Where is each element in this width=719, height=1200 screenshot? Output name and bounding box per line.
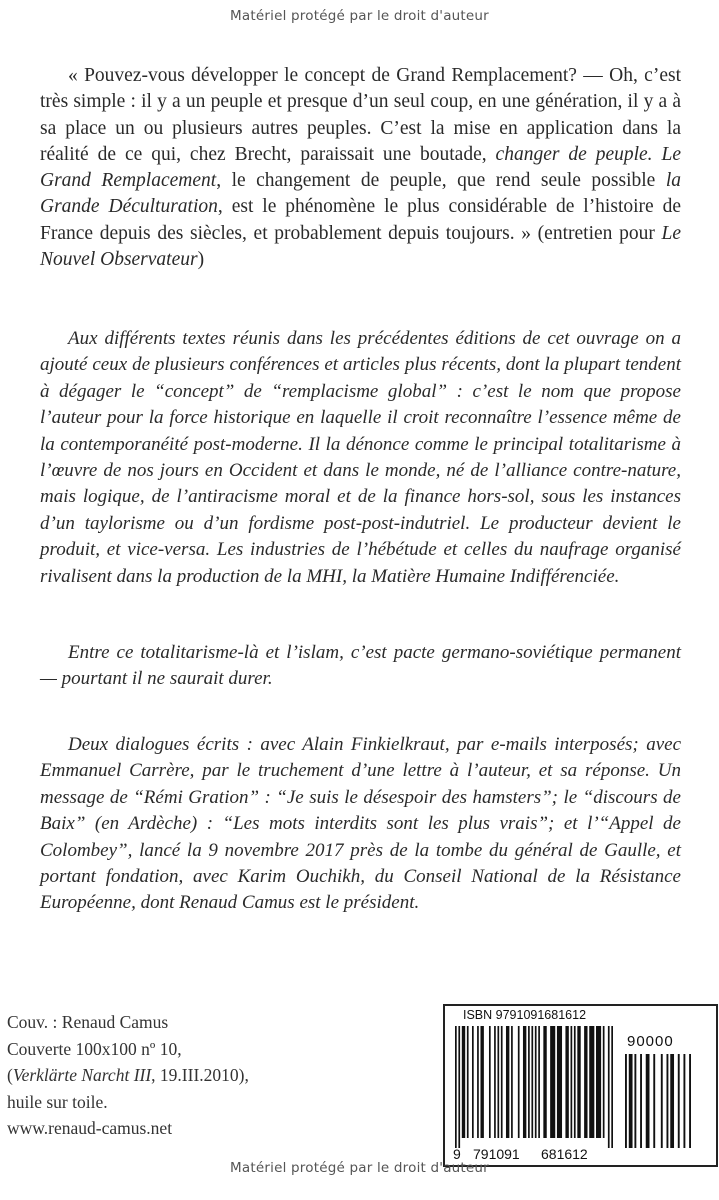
addon-barcode-bar [683, 1054, 685, 1148]
barcode-bar [489, 1026, 491, 1138]
barcode-bar [480, 1026, 483, 1138]
barcode-bar [577, 1026, 580, 1138]
watermark-top: Matériel protégé par le droit d'auteur [230, 8, 489, 24]
quote-paragraph [40, 63, 681, 273]
description-text-3: Deux dialogues écrits : avec Alain Finkielkraut, par e-mails interposés; avec Emmanuel Carrère, par le truchement d’une lettre à l’auteur, et sa réponse. Un message de “Rémi Gration” : “Je suis le désespoir des hamsters”; le “discours de Baix” (en Ardèche) : “Les mots interdits sont les plus vrais”; et l’“Appel de Colombey”, lancé la 9 novembre 2017 près de la tombe du général de Gaulle, et portant fondation, avec Karim Ouchikh, du Conseil National de la Résistance Européenne, dont Renaud Camus est le président. [40, 734, 681, 914]
barcode-bar [584, 1026, 587, 1138]
barcode-bar [518, 1026, 520, 1138]
barcode-bar [494, 1026, 496, 1138]
barcode-bar [535, 1026, 537, 1138]
description-paragraph-2 [40, 640, 681, 693]
barcode-bar [543, 1026, 546, 1138]
barcode-bar [477, 1026, 479, 1138]
barcode-bar [538, 1026, 540, 1138]
addon-barcode-bar [670, 1054, 674, 1148]
credit-line-1: Couv. : Renaud Camus [7, 1012, 169, 1032]
addon-barcode-bars [625, 1054, 695, 1148]
barcode-bars [455, 1026, 615, 1148]
quote-text-b: , le changement de peuple, que rend seule possible [216, 170, 666, 192]
addon-barcode-bar [689, 1054, 691, 1148]
isbn-barcode-box [443, 1004, 718, 1167]
barcode-bar [506, 1026, 509, 1138]
barcode-digit-group-1: 791091 [473, 1146, 520, 1162]
quote-text-c: , est le phénomène le plus considérable de l’histoire de France depuis des siècles, et probablement depuis toujours. » (entretien pour [40, 196, 681, 244]
addon-barcode-bar [625, 1054, 627, 1148]
credit-line-4: huile sur toile. [7, 1091, 108, 1112]
barcode-digit-lead: 9 [453, 1146, 461, 1162]
description-paragraph-1 [40, 326, 681, 590]
addon-barcode-bar [629, 1054, 633, 1148]
credit-line-3: (Verklärte Narcht III, 19.III.2010), [7, 1065, 249, 1085]
barcode-bar [574, 1026, 576, 1138]
barcode-bar [458, 1026, 460, 1148]
barcode-bar [596, 1026, 601, 1138]
barcode-bar [565, 1026, 568, 1138]
quote-text-d: ) [197, 249, 205, 271]
isbn-label: ISBN 9791091681612 [463, 1008, 587, 1022]
barcode-bar [497, 1026, 499, 1138]
painting-title: Verklärte Narcht III [12, 1065, 152, 1085]
addon-barcode-bar [678, 1054, 680, 1148]
quote-emphasis-c: la Grande Déculturation [40, 170, 682, 218]
barcode-bar [511, 1026, 513, 1138]
barcode-bar [589, 1026, 594, 1138]
addon-barcode-bar [634, 1054, 636, 1148]
barcode-bar [611, 1026, 613, 1148]
barcode-bar [467, 1026, 469, 1138]
barcode-bar [608, 1026, 610, 1148]
addon-barcode-bar [653, 1054, 655, 1148]
barcode-bar [462, 1026, 465, 1138]
quote-text-a: « Pouvez-vous développer le concept de Grand Remplacement? — Oh, c’est très simple : il y a un peuple et presque d’un seul coup, en une génération, il y a à sa place un ou plusieurs autres peuples. C’est la mise en application dans la réalité de ce qui, chez Brecht, paraissait une boutade, [40, 65, 681, 165]
cover-credits [7, 1009, 249, 1142]
barcode-bar [531, 1026, 533, 1138]
barcode-bar [557, 1026, 562, 1138]
barcode-bar [603, 1026, 605, 1138]
addon-barcode-bar [640, 1054, 642, 1148]
barcode-bar [501, 1026, 503, 1138]
addon-barcode-bar [661, 1054, 663, 1148]
quote-emphasis-b: Le Grand Remplacement [40, 143, 681, 192]
barcode-bar [472, 1026, 474, 1138]
website-link[interactable]: www.renaud-camus.net [7, 1118, 173, 1138]
addon-barcode-bar [646, 1054, 650, 1148]
watermark-bottom: Matériel protégé par le droit d'auteur [230, 1160, 489, 1176]
barcode-digit-group-2: 681612 [541, 1146, 588, 1162]
barcode-bar [528, 1026, 530, 1138]
barcode-bar [550, 1026, 555, 1138]
barcode-bar [571, 1026, 573, 1138]
description-paragraph-3 [40, 732, 681, 917]
barcode-bar [455, 1026, 457, 1148]
barcode-bar [523, 1026, 526, 1138]
description-text-2: Entre ce totalitarisme-là et l’islam, c’est pacte germano-soviétique permanent — pourtant il ne saurait durer. [40, 642, 681, 690]
addon-barcode-bar [666, 1054, 668, 1148]
quote-emphasis-a: changer de peuple. [495, 143, 653, 165]
price-code: 90000 [627, 1033, 674, 1050]
description-text-1: Aux différents textes réunis dans les précédentes éditions de cet ouvrage on a ajouté ceux de plusieurs conférences et articles plus récents, dont la plupart tendent à dégager le “concept” de “remplacisme global” : c’est le nom que propose l’auteur pour la force historique en laquelle il croit reconnaître l’essence même de la contemporanéité post-moderne. Il la dénonce comme le principal totalitarisme à l’œuvre de nos jours en Occident et dans le monde, né de l’alliance contre-nature, mais logique, de l’antiracisme moral et de la finance hors-sol, sous les instances d’un taylorisme ou d’un fordisme post-post-indutriel. Le producteur devient le produit, et vice-versa. Les industries de l’hébétude et celles du naufrage organisé rivalisent dans la production de la MHI, la Matière Humaine Indifférenciée. [40, 328, 681, 587]
quote-emphasis-d: Le Nouvel Observateur [40, 222, 681, 271]
credit-line-2: Couverte 100x100 nº 10, [7, 1038, 182, 1059]
